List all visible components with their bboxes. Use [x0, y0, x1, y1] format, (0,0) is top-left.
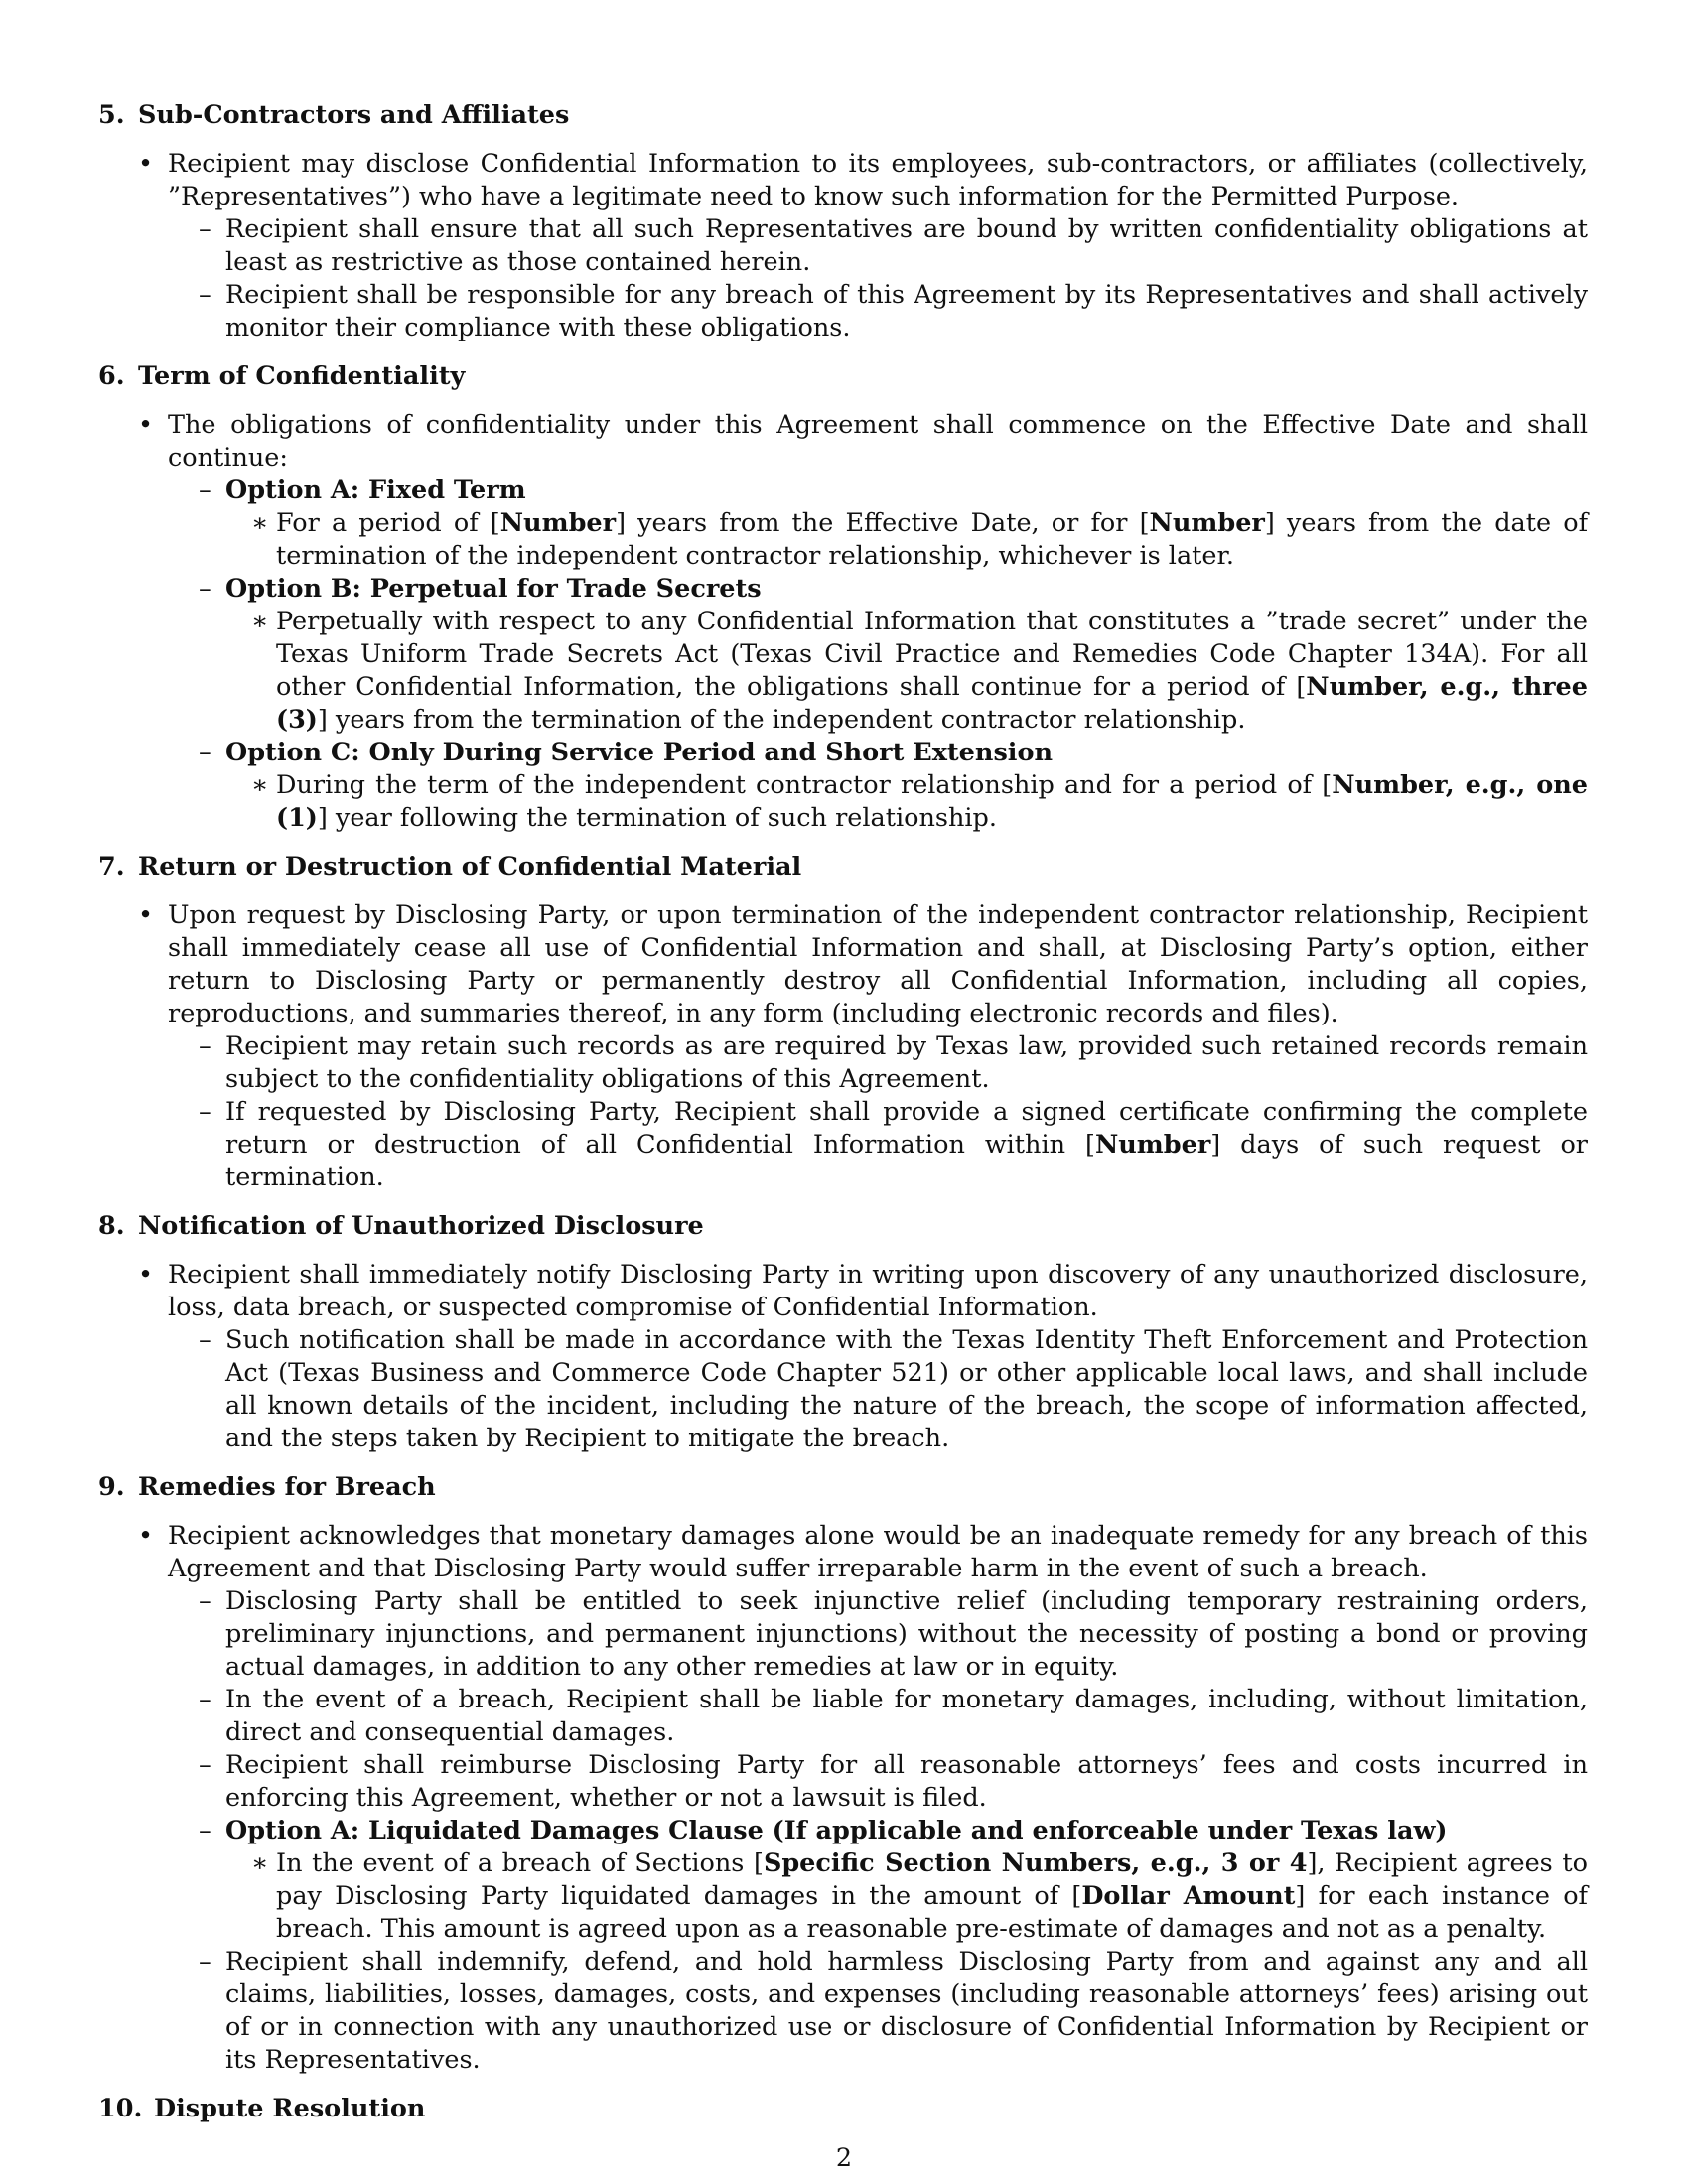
section-number: 7. — [98, 852, 125, 882]
bullet-item — [98, 148, 1588, 344]
dash-item — [168, 1030, 1588, 1096]
placeholder-text: Number — [499, 508, 617, 538]
bullet-item — [98, 1520, 1588, 2077]
dash-item — [168, 1096, 1588, 1194]
option-title: Option B: Perpetual for Trade Secrets — [225, 574, 762, 604]
section-title: Notification of Unauthorized Disclosure — [138, 1211, 704, 1241]
section-heading — [98, 1471, 1588, 1504]
dash-item — [168, 1684, 1588, 1749]
dash-item — [168, 573, 1588, 737]
bullet-item — [98, 409, 1588, 835]
dash-item — [168, 213, 1588, 279]
star-item — [225, 507, 1588, 573]
dash-text: Recipient shall be responsible for any breach of this Agreement by its Representatives and shall actively monitor their compliance with these obligations. — [225, 280, 1588, 342]
option-title: Option A: Fixed Term — [225, 476, 526, 505]
star-item — [225, 606, 1588, 737]
placeholder-text: Number, e.g., three (3) — [276, 672, 1588, 735]
section-heading — [98, 360, 1588, 393]
dash-item — [168, 1749, 1588, 1815]
section-title: Term of Confidentiality — [138, 361, 466, 391]
section-number: 8. — [98, 1211, 125, 1241]
dash-text: Recipient shall ensure that all such Representatives are bound by written confidentiality obligations at least as restrictive as those contained herein. — [225, 214, 1588, 277]
section-7 — [98, 851, 1588, 1194]
placeholder-text: Number, e.g., one (1) — [276, 770, 1588, 833]
section-heading — [98, 1210, 1588, 1243]
section-heading — [98, 851, 1588, 884]
text-run: Perpetually with respect to any Confidential Information that constitutes a ”trade secret” under the Texas Uniform Trade Secrets Act (Texas Civil Practice and Remedies Code Chapter 134A). For all other Confidential Information, the obligations shall continue for a period of [ — [276, 607, 1588, 702]
bullet-item — [98, 899, 1588, 1194]
text-run: ] year following the termination of such relationship. — [317, 803, 997, 833]
section-title: Remedies for Breach — [138, 1472, 436, 1502]
option-title: Option A: Liquidated Damages Clause (If applicable and enforceable under Texas law) — [225, 1816, 1448, 1845]
text-run: If requested by Disclosing Party, Recipient shall provide a signed certificate confirming the complete return or destruction of all Confidential Information within [ — [225, 1097, 1588, 1160]
bullet-text: Recipient shall immediately notify Disclosing Party in writing upon discovery of any unauthorized disclosure, loss, data breach, or suspected compromise of Confidential Information. — [168, 1260, 1588, 1322]
page-number: 2 — [835, 2143, 853, 2173]
dash-item — [168, 1946, 1588, 2077]
text-run: ] for each instance of breach. This amount is agreed upon as a reasonable pre-estimate of damages and not as a penalty. — [276, 1881, 1588, 1944]
section-number: 6. — [98, 361, 125, 391]
document-body — [98, 99, 1588, 2141]
option-title: Option C: Only During Service Period and Short Extension — [225, 738, 1054, 767]
section-number: 9. — [98, 1472, 125, 1502]
section-5 — [98, 99, 1588, 344]
section-title: Sub-Contractors and Affiliates — [138, 100, 570, 130]
placeholder-text: Specific Section Numbers, e.g., 3 or 4 — [763, 1848, 1308, 1878]
dash-item — [168, 1585, 1588, 1684]
text-run: In the event of a breach of Sections [ — [276, 1848, 764, 1878]
section-heading — [98, 2093, 1588, 2125]
text-run: ] years from the Effective Date, or for [ — [616, 508, 1150, 538]
section-title: Dispute Resolution — [154, 2094, 426, 2123]
placeholder-text: Number — [1094, 1130, 1211, 1160]
bullet-text: Upon request by Disclosing Party, or upon termination of the independent contractor relationship, Recipient shall immediately cease all use of Confidential Information and shall, at Disclosing Party’s option, either return to Disclosing Party or permanently destroy all Confidential Information, including all copies, reproductions, and summaries thereof, in any form (including electronic records and files). — [168, 900, 1588, 1028]
dash-text: In the event of a breach, Recipient shall be liable for monetary damages, including, without limitation, direct and consequential damages. — [225, 1685, 1588, 1747]
bullet-item — [98, 1259, 1588, 1455]
text-run: ], Recipient agrees to pay Disclosing Party liquidated damages in the amount of [ — [276, 1848, 1588, 1911]
text-run: ] years from the date of termination of the independent contractor relationship, whichever is later. — [276, 508, 1589, 571]
bullet-text: Recipient acknowledges that monetary damages alone would be an inadequate remedy for any breach of this Agreement and that Disclosing Party would suffer irreparable harm in the event of such a breach. — [168, 1521, 1588, 1583]
dash-text: Recipient shall indemnify, defend, and hold harmless Disclosing Party from and against any and all claims, liabilities, losses, damages, costs, and expenses (including reasonable attorneys’ fees) arising out of or in connection with any unauthorized use or disclosure of Confidential Information by Recipient or its Representatives. — [225, 1947, 1588, 2075]
text-run: ] years from the termination of the independent contractor relationship. — [317, 705, 1246, 735]
placeholder-text: Number — [1149, 508, 1265, 538]
bullet-text: The obligations of confidentiality under this Agreement shall commence on the Effective Date and shall continue: — [168, 410, 1588, 473]
text-run: ] days of such request or termination. — [225, 1130, 1588, 1192]
dash-item — [168, 279, 1588, 344]
section-heading — [98, 99, 1588, 132]
star-item — [225, 1847, 1588, 1946]
dash-item — [168, 475, 1588, 573]
section-9 — [98, 1471, 1588, 2077]
star-item — [225, 769, 1588, 835]
placeholder-text: Dollar Amount — [1081, 1881, 1296, 1911]
dash-text: Disclosing Party shall be entitled to seek injunctive relief (including temporary restraining orders, preliminary injunctions, and permanent injunctions) without the necessity of posting a bond or proving actual damages, in addition to any other remedies at law or in equity. — [225, 1586, 1588, 1682]
text-run: For a period of [ — [276, 508, 500, 538]
dash-item — [168, 1815, 1588, 1946]
dash-item — [168, 1324, 1588, 1455]
section-8 — [98, 1210, 1588, 1455]
section-10 — [98, 2093, 1588, 2125]
section-number: 5. — [98, 100, 125, 130]
text-run: During the term of the independent contractor relationship and for a period of [ — [276, 770, 1333, 800]
section-number: 10. — [98, 2094, 143, 2123]
dash-text: Recipient may retain such records as are required by Texas law, provided such retained records remain subject to the confidentiality obligations of this Agreement. — [225, 1031, 1588, 1094]
dash-text: Such notification shall be made in accordance with the Texas Identity Theft Enforcement and Protection Act (Texas Business and Commerce Code Chapter 521) or other applicable local laws, and shall include all known details of the incident, including the nature of the breach, the scope of information affected, and the steps taken by Recipient to mitigate the breach. — [225, 1325, 1588, 1453]
section-title: Return or Destruction of Confidential Material — [138, 852, 802, 882]
dash-item — [168, 737, 1588, 835]
bullet-text: Recipient may disclose Confidential Information to its employees, sub-contractors, or affiliates (collectively, ”Representatives”) who have a legitimate need to know such information for the Permitted Purpose. — [168, 149, 1588, 211]
section-6 — [98, 360, 1588, 835]
dash-text: Recipient shall reimburse Disclosing Party for all reasonable attorneys’ fees and costs incurred in enforcing this Agreement, whether or not a lawsuit is filed. — [225, 1750, 1588, 1813]
